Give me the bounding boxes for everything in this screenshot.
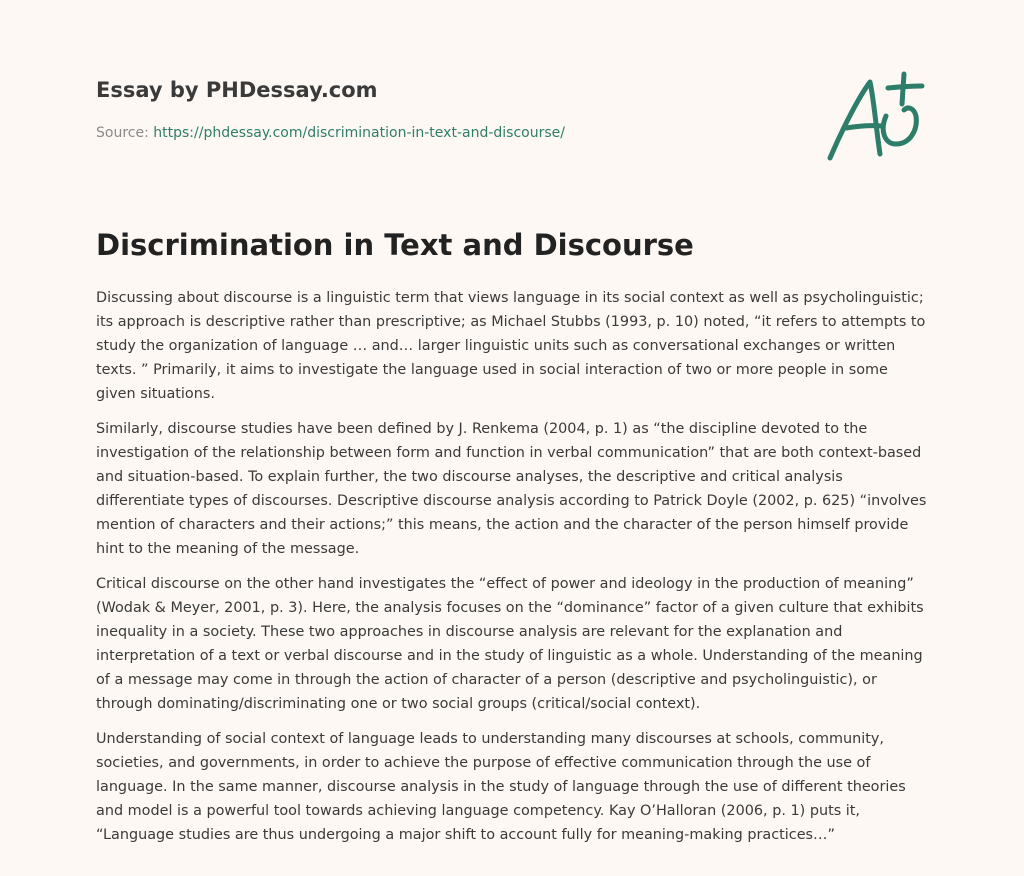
site-brand: Essay by PHDessay.com <box>96 78 378 102</box>
source-link[interactable]: https://phdessay.com/discrimination-in-text-and-discourse/ <box>153 125 565 141</box>
article-body <box>96 286 932 858</box>
paragraph: Critical discourse on the other hand investigates the “effect of power and ideology in the production of meaning” (Wodak & Meyer, 2001, p. 3). Here, the analysis focuses on the “dominance” factor of a given culture that exhibits inequality in a society. These two approaches in discourse analysis are relevant for the explanation and interpretation of a text or verbal discourse and in the study of linguistic as a whole. Understanding of the meaning of a message may come in through the action of character of a person (descriptive and psycholinguistic), or through dominating/discriminating one or two social groups (critical/social context). <box>96 576 924 712</box>
article-title: Discrimination in Text and Discourse <box>96 228 694 262</box>
paragraph: Understanding of social context of language leads to understanding many discourses at schools, community, societies, and governments, in order to achieve the purpose of effective communication through the use of language. In the same manner, discourse analysis in the study of language through the use of different theories and model is a powerful tool towards achieving language competency. Kay O’Halloran (2006, p. 1) puts it, “Language studies are thus undergoing a major shift to account fully for meaning-making practices…” <box>96 731 906 843</box>
a-plus-logo-icon <box>824 68 928 164</box>
paragraph: Discussing about discourse is a linguistic term that views language in its social context as well as psycholinguistic; its approach is descriptive rather than prescriptive; as Michael Stubbs (1993, p. 10) noted, “it refers to attempts to study the organization of language … and… larger linguistic units such as conversational exchanges or written texts. ” Primarily, it aims to investigate the language used in social interaction of two or more people in some given situations. <box>96 290 926 402</box>
paragraph: Similarly, discourse studies have been defined by J. Renkema (2004, p. 1) as “the discipline devoted to the investigation of the relationship between form and function in verbal communication” that are both context-based and situation-based. To explain further, the two discourse analyses, the descriptive and critical analysis differentiate types of discourses. Descriptive discourse analysis according to Patrick Doyle (2002, p. 625) “involves mention of characters and their actions;” this means, the action and the character of the person himself provide hint to the meaning of the message. <box>96 421 927 557</box>
source-label: Source: <box>96 125 154 141</box>
source-line <box>96 123 565 143</box>
